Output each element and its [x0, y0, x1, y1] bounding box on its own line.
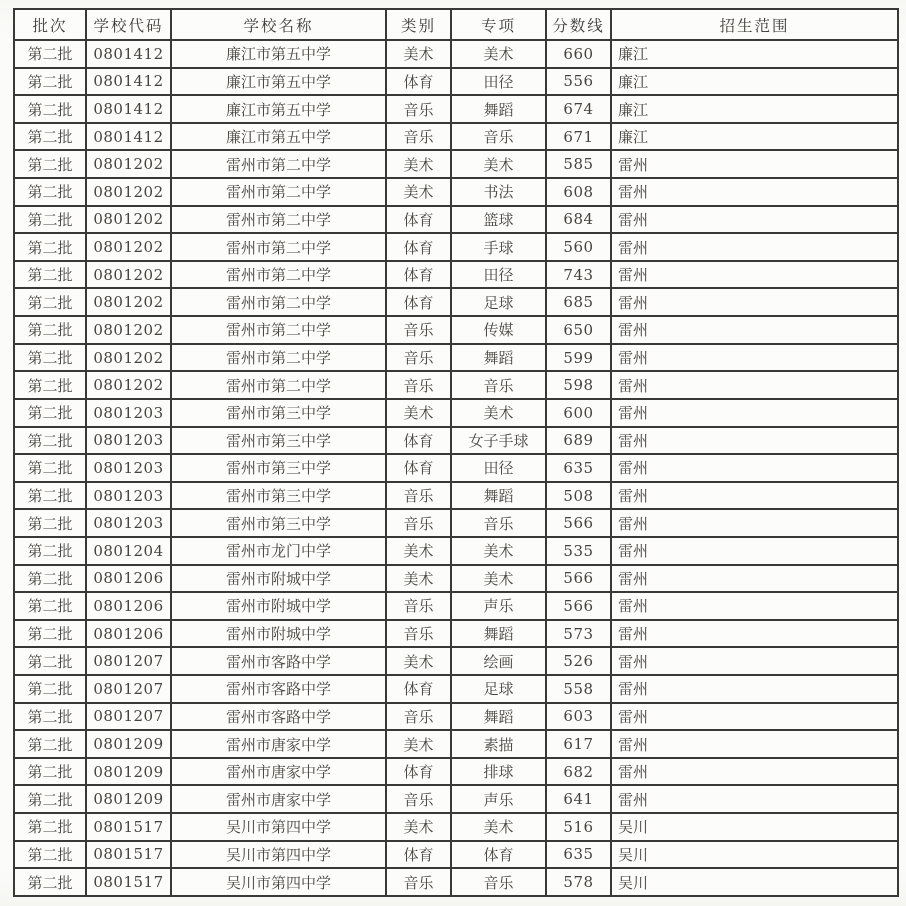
cell-specialty: 田径	[451, 261, 546, 289]
cell-score-line: 635	[546, 454, 611, 482]
cell-school-code: 0801517	[86, 868, 171, 896]
cell-score-line: 558	[546, 675, 611, 703]
table-row	[14, 40, 898, 68]
cell-school-code: 0801207	[86, 675, 171, 703]
table-row	[14, 68, 898, 96]
cell-specialty: 美术	[451, 537, 546, 565]
cell-batch: 第二批	[14, 399, 86, 427]
cell-school-code: 0801206	[86, 565, 171, 593]
cell-school-code: 0801207	[86, 703, 171, 731]
header-school-name: 学校名称	[171, 9, 386, 40]
table-row	[14, 454, 898, 482]
cell-school-code: 0801203	[86, 509, 171, 537]
cell-score-line: 674	[546, 95, 611, 123]
table-row	[14, 868, 898, 896]
cell-category: 体育	[386, 288, 451, 316]
table-row	[14, 344, 898, 372]
table-row	[14, 427, 898, 455]
cell-school-name: 雷州市唐家中学	[171, 730, 386, 758]
cell-batch: 第二批	[14, 592, 86, 620]
cell-score-line: 682	[546, 758, 611, 786]
cell-school-name: 雷州市附城中学	[171, 592, 386, 620]
cell-category: 美术	[386, 150, 451, 178]
cell-specialty: 绘画	[451, 647, 546, 675]
cell-enrollment-range: 廉江	[611, 40, 898, 68]
cell-batch: 第二批	[14, 675, 86, 703]
table-row	[14, 150, 898, 178]
cell-enrollment-range: 雷州	[611, 150, 898, 178]
cell-score-line: 599	[546, 344, 611, 372]
cell-school-name: 雷州市第二中学	[171, 371, 386, 399]
table-row	[14, 371, 898, 399]
cell-batch: 第二批	[14, 150, 86, 178]
cell-batch: 第二批	[14, 509, 86, 537]
cell-specialty: 舞蹈	[451, 703, 546, 731]
cell-batch: 第二批	[14, 647, 86, 675]
header-batch: 批次	[14, 9, 86, 40]
cell-category: 体育	[386, 68, 451, 96]
table-header	[14, 9, 898, 40]
cell-specialty: 音乐	[451, 371, 546, 399]
cell-batch: 第二批	[14, 841, 86, 869]
cell-specialty: 书法	[451, 178, 546, 206]
cell-specialty: 舞蹈	[451, 95, 546, 123]
cell-batch: 第二批	[14, 482, 86, 510]
cell-enrollment-range: 雷州	[611, 620, 898, 648]
cell-enrollment-range: 雷州	[611, 785, 898, 813]
cell-specialty: 舞蹈	[451, 620, 546, 648]
cell-category: 音乐	[386, 868, 451, 896]
cell-school-name: 雷州市附城中学	[171, 620, 386, 648]
cell-school-code: 0801209	[86, 758, 171, 786]
cell-batch: 第二批	[14, 730, 86, 758]
cell-school-code: 0801203	[86, 427, 171, 455]
cell-batch: 第二批	[14, 371, 86, 399]
table-row	[14, 813, 898, 841]
cell-specialty: 手球	[451, 233, 546, 261]
header-enrollment-range: 招生范围	[611, 9, 898, 40]
cell-school-code: 0801412	[86, 95, 171, 123]
cell-school-code: 0801517	[86, 841, 171, 869]
cell-score-line: 743	[546, 261, 611, 289]
cell-score-line: 560	[546, 233, 611, 261]
cell-category: 音乐	[386, 785, 451, 813]
cell-enrollment-range: 雷州	[611, 482, 898, 510]
header-category: 类别	[386, 9, 451, 40]
cell-enrollment-range: 雷州	[611, 178, 898, 206]
cell-school-name: 雷州市第二中学	[171, 316, 386, 344]
cell-batch: 第二批	[14, 233, 86, 261]
cell-school-code: 0801412	[86, 123, 171, 151]
header-specialty: 专项	[451, 9, 546, 40]
cell-enrollment-range: 雷州	[611, 427, 898, 455]
cell-enrollment-range: 廉江	[611, 95, 898, 123]
cell-school-name: 雷州市第三中学	[171, 427, 386, 455]
cell-enrollment-range: 雷州	[611, 233, 898, 261]
cell-school-name: 雷州市第二中学	[171, 344, 386, 372]
table-row	[14, 233, 898, 261]
cell-category: 音乐	[386, 620, 451, 648]
cell-score-line: 566	[546, 592, 611, 620]
cell-category: 音乐	[386, 316, 451, 344]
cell-specialty: 声乐	[451, 592, 546, 620]
cell-enrollment-range: 吴川	[611, 813, 898, 841]
cell-category: 体育	[386, 261, 451, 289]
cell-score-line: 566	[546, 509, 611, 537]
cell-school-code: 0801202	[86, 261, 171, 289]
cell-enrollment-range: 雷州	[611, 371, 898, 399]
table-row	[14, 592, 898, 620]
cell-school-name: 雷州市第三中学	[171, 454, 386, 482]
cell-school-name: 雷州市第二中学	[171, 261, 386, 289]
table-row	[14, 316, 898, 344]
cell-specialty: 女子手球	[451, 427, 546, 455]
cell-specialty: 田径	[451, 454, 546, 482]
cell-enrollment-range: 雷州	[611, 206, 898, 234]
cell-school-code: 0801203	[86, 454, 171, 482]
cell-enrollment-range: 雷州	[611, 344, 898, 372]
cell-batch: 第二批	[14, 758, 86, 786]
cell-enrollment-range: 吴川	[611, 841, 898, 869]
cell-batch: 第二批	[14, 123, 86, 151]
cell-score-line: 598	[546, 371, 611, 399]
cell-enrollment-range: 雷州	[611, 399, 898, 427]
cell-score-line: 635	[546, 841, 611, 869]
cell-school-code: 0801412	[86, 68, 171, 96]
cell-specialty: 足球	[451, 288, 546, 316]
cell-category: 美术	[386, 178, 451, 206]
cell-batch: 第二批	[14, 95, 86, 123]
cell-school-code: 0801203	[86, 399, 171, 427]
cell-school-code: 0801202	[86, 178, 171, 206]
table-row	[14, 206, 898, 234]
cell-enrollment-range: 雷州	[611, 316, 898, 344]
cell-score-line: 671	[546, 123, 611, 151]
cell-score-line: 603	[546, 703, 611, 731]
cell-school-name: 廉江市第五中学	[171, 40, 386, 68]
cell-category: 体育	[386, 206, 451, 234]
cell-score-line: 641	[546, 785, 611, 813]
cell-batch: 第二批	[14, 178, 86, 206]
cell-enrollment-range: 吴川	[611, 868, 898, 896]
cell-school-name: 吴川市第四中学	[171, 813, 386, 841]
cell-school-name: 廉江市第五中学	[171, 95, 386, 123]
cell-enrollment-range: 雷州	[611, 565, 898, 593]
cell-batch: 第二批	[14, 537, 86, 565]
table-row	[14, 537, 898, 565]
cell-score-line: 556	[546, 68, 611, 96]
cell-enrollment-range: 雷州	[611, 758, 898, 786]
cell-enrollment-range: 廉江	[611, 68, 898, 96]
cell-specialty: 素描	[451, 730, 546, 758]
cell-category: 美术	[386, 730, 451, 758]
cell-school-name: 廉江市第五中学	[171, 123, 386, 151]
cell-enrollment-range: 雷州	[611, 703, 898, 731]
cell-specialty: 传媒	[451, 316, 546, 344]
cell-school-code: 0801206	[86, 620, 171, 648]
cell-category: 体育	[386, 675, 451, 703]
cell-school-code: 0801202	[86, 233, 171, 261]
cell-batch: 第二批	[14, 454, 86, 482]
cell-school-name: 雷州市第二中学	[171, 178, 386, 206]
cell-school-name: 雷州市第二中学	[171, 288, 386, 316]
cell-school-code: 0801207	[86, 647, 171, 675]
cell-school-name: 雷州市客路中学	[171, 647, 386, 675]
cell-specialty: 排球	[451, 758, 546, 786]
cell-batch: 第二批	[14, 206, 86, 234]
cell-score-line: 585	[546, 150, 611, 178]
table-row	[14, 675, 898, 703]
table-body	[14, 40, 898, 896]
table-row	[14, 123, 898, 151]
cell-score-line: 685	[546, 288, 611, 316]
cell-batch: 第二批	[14, 868, 86, 896]
cell-batch: 第二批	[14, 620, 86, 648]
cell-batch: 第二批	[14, 565, 86, 593]
table-row	[14, 178, 898, 206]
cell-category: 体育	[386, 758, 451, 786]
cell-category: 音乐	[386, 123, 451, 151]
cell-specialty: 音乐	[451, 868, 546, 896]
cell-specialty: 足球	[451, 675, 546, 703]
cell-school-name: 雷州市第二中学	[171, 206, 386, 234]
header-row	[14, 9, 898, 40]
cell-specialty: 舞蹈	[451, 344, 546, 372]
table-row	[14, 288, 898, 316]
cell-category: 美术	[386, 399, 451, 427]
cell-batch: 第二批	[14, 427, 86, 455]
cell-enrollment-range: 雷州	[611, 592, 898, 620]
table-row	[14, 565, 898, 593]
cell-category: 音乐	[386, 482, 451, 510]
cell-school-code: 0801203	[86, 482, 171, 510]
cell-school-name: 雷州市第三中学	[171, 509, 386, 537]
cell-category: 美术	[386, 647, 451, 675]
cell-school-name: 雷州市第二中学	[171, 233, 386, 261]
cell-enrollment-range: 雷州	[611, 509, 898, 537]
cell-batch: 第二批	[14, 703, 86, 731]
cell-category: 体育	[386, 841, 451, 869]
cell-category: 体育	[386, 427, 451, 455]
cell-school-name: 雷州市客路中学	[171, 675, 386, 703]
cell-specialty: 美术	[451, 40, 546, 68]
cell-specialty: 篮球	[451, 206, 546, 234]
cell-school-name: 吴川市第四中学	[171, 841, 386, 869]
table-row	[14, 399, 898, 427]
table-row	[14, 509, 898, 537]
cell-school-name: 雷州市第二中学	[171, 150, 386, 178]
table-row	[14, 647, 898, 675]
cell-score-line: 508	[546, 482, 611, 510]
cell-school-name: 雷州市龙门中学	[171, 537, 386, 565]
cell-school-code: 0801202	[86, 371, 171, 399]
cell-school-code: 0801202	[86, 316, 171, 344]
cell-school-code: 0801202	[86, 344, 171, 372]
cell-score-line: 535	[546, 537, 611, 565]
cell-score-line: 617	[546, 730, 611, 758]
cell-score-line: 684	[546, 206, 611, 234]
cell-school-code: 0801206	[86, 592, 171, 620]
table-row	[14, 620, 898, 648]
cell-score-line: 650	[546, 316, 611, 344]
cell-enrollment-range: 雷州	[611, 675, 898, 703]
cell-enrollment-range: 雷州	[611, 288, 898, 316]
cell-enrollment-range: 雷州	[611, 730, 898, 758]
cell-school-name: 雷州市第三中学	[171, 399, 386, 427]
table-row	[14, 261, 898, 289]
cell-category: 音乐	[386, 592, 451, 620]
table-row	[14, 785, 898, 813]
cell-specialty: 美术	[451, 565, 546, 593]
cell-batch: 第二批	[14, 40, 86, 68]
cell-batch: 第二批	[14, 68, 86, 96]
cell-score-line: 608	[546, 178, 611, 206]
table-row	[14, 703, 898, 731]
cell-category: 音乐	[386, 703, 451, 731]
cell-specialty: 田径	[451, 68, 546, 96]
cell-specialty: 声乐	[451, 785, 546, 813]
table-row	[14, 95, 898, 123]
table-row	[14, 730, 898, 758]
cell-batch: 第二批	[14, 261, 86, 289]
cell-score-line: 660	[546, 40, 611, 68]
cell-school-name: 廉江市第五中学	[171, 68, 386, 96]
cell-school-name: 雷州市唐家中学	[171, 785, 386, 813]
cell-school-code: 0801209	[86, 730, 171, 758]
cell-score-line: 526	[546, 647, 611, 675]
cell-specialty: 美术	[451, 399, 546, 427]
cell-specialty: 体育	[451, 841, 546, 869]
cell-category: 体育	[386, 454, 451, 482]
table-row	[14, 758, 898, 786]
table-row	[14, 482, 898, 510]
cell-score-line: 578	[546, 868, 611, 896]
cell-specialty: 美术	[451, 150, 546, 178]
cell-school-code: 0801202	[86, 206, 171, 234]
cell-score-line: 566	[546, 565, 611, 593]
cell-score-line: 573	[546, 620, 611, 648]
header-school-code: 学校代码	[86, 9, 171, 40]
cell-enrollment-range: 雷州	[611, 454, 898, 482]
cell-batch: 第二批	[14, 813, 86, 841]
cell-enrollment-range: 雷州	[611, 261, 898, 289]
cell-school-name: 雷州市第三中学	[171, 482, 386, 510]
cell-batch: 第二批	[14, 288, 86, 316]
cell-score-line: 516	[546, 813, 611, 841]
cell-score-line: 600	[546, 399, 611, 427]
cell-specialty: 美术	[451, 813, 546, 841]
cell-school-name: 吴川市第四中学	[171, 868, 386, 896]
cell-school-name: 雷州市唐家中学	[171, 758, 386, 786]
cell-batch: 第二批	[14, 785, 86, 813]
header-score-line: 分数线	[546, 9, 611, 40]
cell-school-name: 雷州市客路中学	[171, 703, 386, 731]
cell-enrollment-range: 雷州	[611, 537, 898, 565]
cell-category: 美术	[386, 565, 451, 593]
cell-specialty: 音乐	[451, 123, 546, 151]
cell-category: 体育	[386, 233, 451, 261]
cell-school-code: 0801202	[86, 288, 171, 316]
cell-enrollment-range: 雷州	[611, 647, 898, 675]
cell-category: 美术	[386, 813, 451, 841]
cell-school-code: 0801209	[86, 785, 171, 813]
table-row	[14, 841, 898, 869]
cell-category: 音乐	[386, 371, 451, 399]
cell-category: 音乐	[386, 509, 451, 537]
cell-school-code: 0801202	[86, 150, 171, 178]
cell-score-line: 689	[546, 427, 611, 455]
cell-school-name: 雷州市附城中学	[171, 565, 386, 593]
admission-score-table	[13, 8, 899, 897]
cell-category: 音乐	[386, 95, 451, 123]
cell-category: 美术	[386, 40, 451, 68]
cell-category: 美术	[386, 537, 451, 565]
cell-school-code: 0801517	[86, 813, 171, 841]
cell-category: 音乐	[386, 344, 451, 372]
cell-batch: 第二批	[14, 316, 86, 344]
cell-specialty: 舞蹈	[451, 482, 546, 510]
cell-school-code: 0801204	[86, 537, 171, 565]
cell-enrollment-range: 廉江	[611, 123, 898, 151]
cell-specialty: 音乐	[451, 509, 546, 537]
cell-school-code: 0801412	[86, 40, 171, 68]
cell-batch: 第二批	[14, 344, 86, 372]
